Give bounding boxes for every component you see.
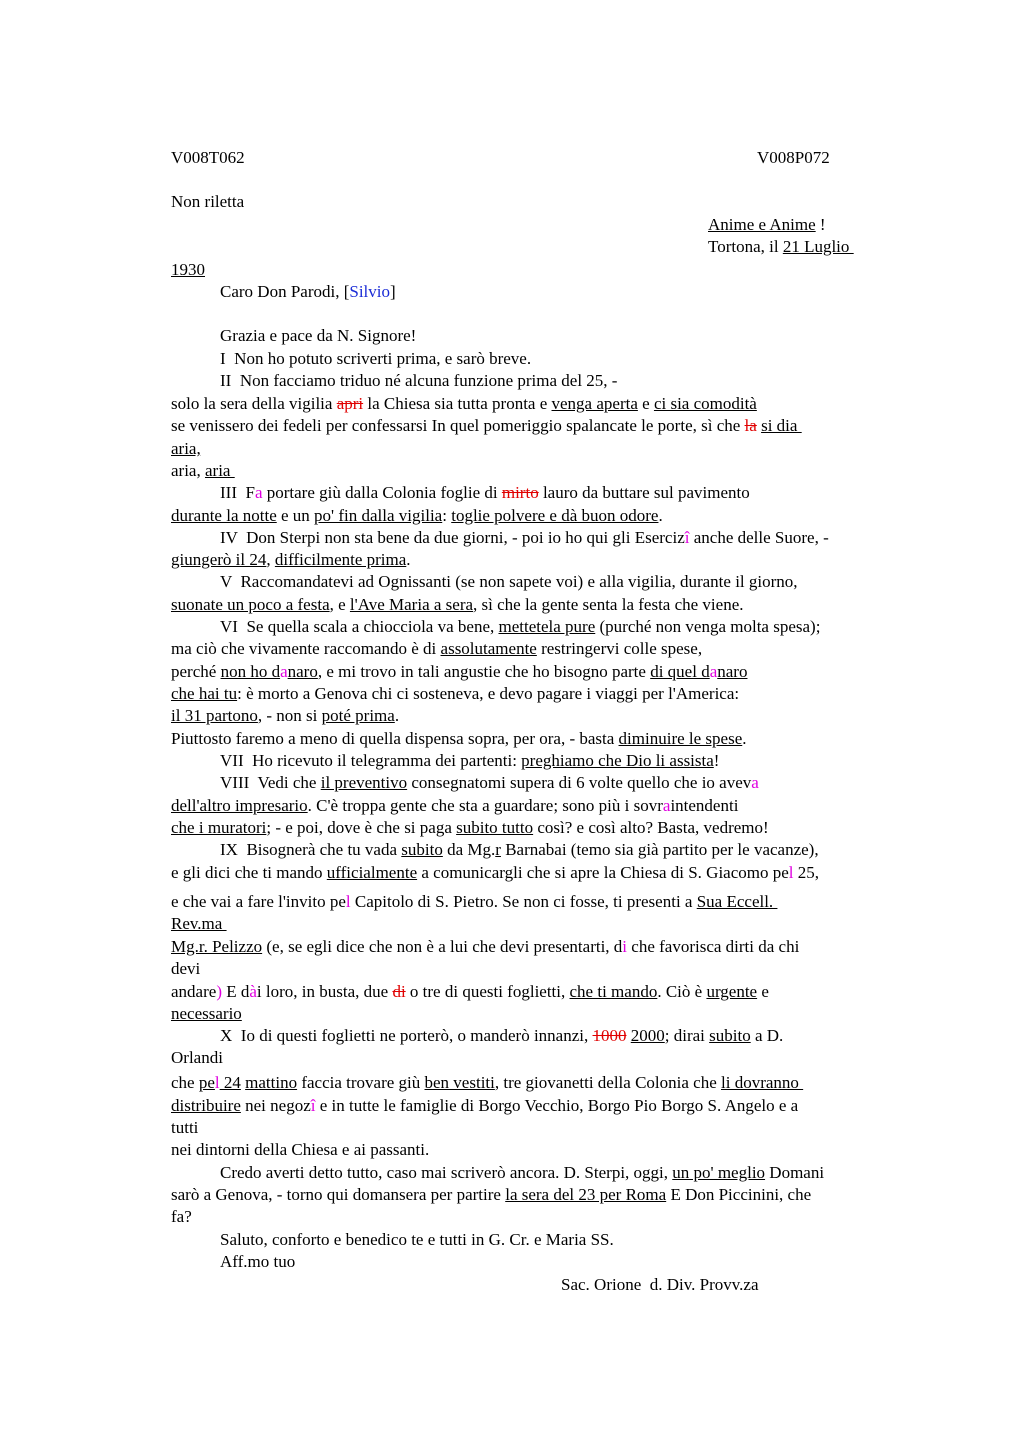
text-run: I Non ho potuto scriverti prima, e sarò breve.	[220, 349, 532, 368]
text-run: e in tutte le famiglie di Borgo Vecchio, Borgo Pio Borgo S. Angelo e a	[315, 1096, 799, 1115]
letter-line	[171, 259, 205, 281]
letter-line	[220, 839, 819, 861]
underlined-text: po' fin dalla vigilia	[314, 506, 443, 525]
text-run: Sac. Orione d. Div. Provv.za	[561, 1275, 759, 1294]
text-run: Piuttosto faremo a meno di quella dispensa sopra, per ora, - basta	[171, 729, 619, 748]
text-run: Orlandi	[171, 1048, 223, 1067]
underlined-text: che ti mando	[569, 982, 658, 1001]
underlined-text: subito	[401, 840, 443, 859]
underlined-text: venga aperta	[551, 394, 638, 413]
deleted-text: la	[744, 416, 757, 435]
text-run: E d	[221, 982, 250, 1001]
inserted-letter: l	[345, 892, 351, 911]
text-run: .	[742, 729, 747, 748]
letter-line	[171, 1047, 223, 1069]
letter-line	[171, 862, 819, 884]
deleted-text: di	[392, 982, 406, 1001]
text-run: ma ciò che vivamente raccomando è di	[171, 639, 441, 658]
underlined-text: pe	[198, 1073, 215, 1092]
underlined-text: diminuire le spese	[618, 729, 743, 748]
underlined-text: mattino	[245, 1073, 298, 1092]
letter-line	[171, 1072, 803, 1094]
letter-line	[171, 1139, 429, 1161]
letter-line	[220, 1025, 783, 1047]
letter-line	[171, 1003, 242, 1025]
text-run: e un	[276, 506, 315, 525]
underlined-text: aria	[204, 461, 235, 480]
underlined-text: suonate un poco a festa	[171, 595, 330, 614]
document-code-left: V008T062	[171, 148, 245, 167]
inserted-letter: î	[684, 528, 690, 547]
text-run: e	[637, 394, 654, 413]
letter-line	[171, 728, 747, 750]
underlined-text: ben vestiti	[424, 1073, 495, 1092]
letter-line	[171, 1117, 198, 1139]
text-run: che favorisca dirti da chi	[627, 937, 800, 956]
text-run: !	[713, 751, 720, 770]
letter-line	[171, 891, 777, 913]
text-run: sarò a Genova, - torno qui domansera per partire	[171, 1185, 506, 1204]
text-run: nei dintorni della Chiesa e ai passanti.	[171, 1140, 430, 1159]
text-run: da Mg.	[442, 840, 496, 859]
letter-line	[220, 325, 416, 347]
letter-line	[171, 505, 663, 527]
text-run: se venissero dei fedeli per confessarsi In quel pomeriggio spalancate le porte, sì che	[171, 416, 745, 435]
letter-line	[171, 913, 227, 935]
deleted-text: mirto	[501, 483, 539, 502]
letter-line	[171, 594, 744, 616]
underlined-text: mettetela pure	[498, 617, 596, 636]
inserted-letter: a	[709, 662, 718, 681]
underlined-text: naro	[717, 662, 748, 681]
underlined-text: l'Ave Maria a sera	[349, 595, 474, 614]
letter-line	[171, 817, 769, 839]
underlined-text: 1930	[171, 260, 205, 279]
text-run: . Ciò è	[657, 982, 707, 1001]
text-run: a comunicargli che si apre la Chiesa di S. Giacomo pe	[417, 863, 789, 882]
letter-line	[171, 683, 739, 705]
text-run: restringervi colle spese,	[536, 639, 703, 658]
underlined-text: 21 Luglio	[782, 237, 854, 256]
deleted-text: 1000	[592, 1026, 627, 1045]
letter-line	[561, 1274, 759, 1296]
underlined-text: il 31 partono	[171, 706, 258, 725]
text-run: , - non si	[257, 706, 322, 725]
letter-line	[220, 1251, 295, 1273]
underlined-text: poté prima	[321, 706, 395, 725]
text-run: IV Don Sterpi non sta bene da due giorni, - poi io ho qui gli Eserciz	[220, 528, 685, 547]
text-run: e gli dici che ti mando	[171, 863, 327, 882]
text-run: e	[757, 982, 769, 1001]
text-run: (e, se egli dice che non è a lui che devi presentarti, d	[262, 937, 623, 956]
text-run: devi	[171, 959, 201, 978]
letter-line	[708, 214, 826, 236]
underlined-text: naro	[287, 662, 318, 681]
document-code-right: V008P072	[757, 148, 830, 167]
underlined-text: Mg.r. Pelizzo	[171, 937, 263, 956]
text-run: , e	[329, 595, 350, 614]
underlined-text: si dia	[761, 416, 802, 435]
text-run: 25,	[793, 863, 820, 882]
inserted-letter: a	[254, 483, 263, 502]
underlined-text: subito tutto	[456, 818, 534, 837]
text-run: portare giù dalla Colonia foglie di	[262, 483, 502, 502]
text-run: ; dirai	[664, 1026, 710, 1045]
text-run: fa?	[171, 1207, 192, 1226]
underlined-text: che i muratori	[171, 818, 267, 837]
text-run: .	[394, 706, 400, 725]
inserted-letter: a	[662, 796, 671, 815]
text-run: V Raccomandatevi ad Ognissanti (se non sapete voi) e alla vigilia, durante il giorno,	[220, 572, 798, 591]
text-run: Tortona, il	[708, 237, 783, 256]
text-run: aria	[171, 461, 197, 480]
text-run: , tre giovanetti della Colonia che	[494, 1073, 721, 1092]
underlined-text: subito	[709, 1026, 751, 1045]
underlined-text: difficilmente prima	[274, 550, 407, 569]
text-run: . C'è troppa gente che sta a guardare; sono più i sovr	[307, 796, 663, 815]
letter-line	[220, 281, 396, 303]
underlined-text: che hai tu	[171, 684, 238, 703]
text-run: nei negoz	[240, 1096, 311, 1115]
underlined-text: aria,	[171, 439, 201, 458]
letter-line	[220, 1229, 614, 1251]
text-run: II Non facciamo triduo né alcuna funzione prima del 25, -	[220, 371, 618, 390]
letter-line	[171, 638, 702, 660]
letter-line	[220, 527, 829, 549]
letter-line	[171, 1206, 192, 1228]
letter-line	[171, 705, 399, 727]
letter-line	[171, 415, 802, 437]
underlined-text: assolutamente	[440, 639, 537, 658]
text-run: ]	[390, 282, 396, 301]
text-run: Barnabai (temo sia già partito per le vacanze),	[500, 840, 819, 859]
text-run: ,	[196, 461, 205, 480]
letter-line	[171, 661, 747, 683]
text-run: così? e così alto? Basta, vedremo!	[533, 818, 769, 837]
text-run: !	[815, 215, 826, 234]
text-run: :	[442, 506, 452, 525]
text-run: andare	[171, 982, 217, 1001]
text-run: ,	[266, 550, 275, 569]
text-run: consegnatomi supera di 6 volte quello che io avev	[407, 773, 752, 792]
underlined-text: 24	[219, 1073, 241, 1092]
underlined-text: il preventivo	[320, 773, 408, 792]
letter-line	[220, 750, 719, 772]
underlined-text: Sua Eccell.	[696, 892, 778, 911]
underlined-text: r	[495, 840, 501, 859]
text-run: la Chiesa sia tutta pronta e	[363, 394, 552, 413]
text-run: perché	[171, 662, 221, 681]
text-run: intendenti	[670, 796, 739, 815]
text-run: .	[658, 506, 663, 525]
text-run: VIII Vedi che	[220, 773, 321, 792]
underlined-text: 2000	[630, 1026, 665, 1045]
letter-line	[171, 438, 201, 460]
text-run: , sì che la gente senta la festa che viene.	[473, 595, 744, 614]
letter-line	[171, 549, 411, 571]
text-run: Aff.mo tuo	[220, 1252, 296, 1271]
text-run: .	[406, 550, 411, 569]
underlined-text: di quel d	[650, 662, 710, 681]
inserted-letter: )	[216, 982, 222, 1001]
letter-line	[220, 348, 531, 370]
underlined-text: dell'altro impresario	[171, 796, 308, 815]
underlined-text: non ho d	[220, 662, 281, 681]
text-run: ; - e poi, dove è che si paga	[266, 818, 457, 837]
letter-line	[171, 1095, 798, 1117]
text-run: faccia trovare giù	[297, 1073, 425, 1092]
text-run: e che vai a fare l'invito pe	[171, 892, 346, 911]
underlined-text: Anime e Anime	[708, 215, 816, 234]
underlined-text: preghiamo che Dio li assista	[521, 751, 714, 770]
inserted-letter: î	[310, 1096, 316, 1115]
letter-line	[708, 236, 854, 258]
text-run: Credo averti detto tutto, caso mai scriverò ancora. D. Sterpi, oggi,	[220, 1163, 673, 1182]
underlined-text: li dovranno	[721, 1073, 804, 1092]
text-run: lauro da buttare sul pavimento	[538, 483, 750, 502]
editorial-note: Silvio	[349, 282, 390, 301]
text-run: VI Se quella scala a chiocciola va bene,	[220, 617, 499, 636]
text-run: Saluto, conforto e benedico te e tutti in G. Cr. e Maria SS.	[220, 1230, 614, 1249]
letter-line	[220, 772, 759, 794]
letter-line	[171, 460, 235, 482]
underlined-text: la sera del 23 per Roma	[505, 1185, 667, 1204]
inserted-letter: l	[214, 1073, 220, 1092]
text-run: IX Bisognerà che tu vada	[220, 840, 402, 859]
inserted-letter: i	[622, 937, 628, 956]
text-run: Caro Don Parodi, [	[220, 282, 350, 301]
inserted-letter: à	[249, 982, 257, 1001]
text-run: anche delle Suore, -	[689, 528, 829, 547]
underlined-text: giungerò il 24	[171, 550, 267, 569]
text-run: VII Ho ricevuto il telegramma dei partenti:	[220, 751, 522, 770]
text-run: a D.	[750, 1026, 784, 1045]
letter-line	[171, 981, 769, 1003]
text-run: E Don Piccinini, che	[666, 1185, 812, 1204]
underlined-text: necessario	[171, 1004, 242, 1023]
text-run: (purché non venga molta spesa);	[595, 617, 821, 636]
underlined-text: distribuire	[171, 1096, 241, 1115]
text-run: o tre di questi foglietti,	[405, 982, 570, 1001]
letter-line	[220, 571, 798, 593]
inserted-letter: l	[788, 863, 794, 882]
letter-line	[171, 393, 757, 415]
letter-line	[220, 616, 820, 638]
letter-line	[220, 482, 750, 504]
underlined-text: urgente	[706, 982, 758, 1001]
underlined-text: durante la notte	[171, 506, 277, 525]
text-run: solo la sera della vigilia	[171, 394, 337, 413]
text-run: : è morto a Genova chi ci sosteneva, e devo pagare i viaggi per l'America:	[237, 684, 740, 703]
inserted-letter: a	[751, 773, 759, 792]
underlined-text: toglie polvere e dà buon odore	[451, 506, 659, 525]
underlined-text: ci sia comodità	[653, 394, 757, 413]
letter-line	[171, 936, 799, 958]
text-run: Domani	[765, 1163, 825, 1182]
deleted-text: apri	[336, 394, 364, 413]
text-run: III F	[220, 483, 255, 502]
letter-line	[220, 370, 617, 392]
review-note: Non riletta	[171, 192, 245, 211]
letter-line	[171, 958, 200, 980]
text-run: , e mi trovo in tali angustie che ho bisogno parte	[317, 662, 651, 681]
text-run: che	[171, 1073, 199, 1092]
text-run: X Io di questi foglietti ne porterò, o manderò innanzi,	[220, 1026, 593, 1045]
letter-line	[171, 1184, 811, 1206]
letter-line	[220, 1162, 824, 1184]
text-run: Grazia e pace da N. Signore!	[220, 326, 417, 345]
text-run: i loro, in busta, due	[256, 982, 393, 1001]
letter-line	[171, 795, 738, 817]
text-run: Capitolo di S. Pietro. Se non ci fosse, ti presenti a	[350, 892, 697, 911]
text-run: tutti	[171, 1118, 199, 1137]
underlined-text: Rev.ma	[171, 914, 227, 933]
underlined-text: un po' meglio	[672, 1163, 766, 1182]
inserted-letter: a	[280, 662, 288, 681]
underlined-text: ufficialmente	[326, 863, 418, 882]
